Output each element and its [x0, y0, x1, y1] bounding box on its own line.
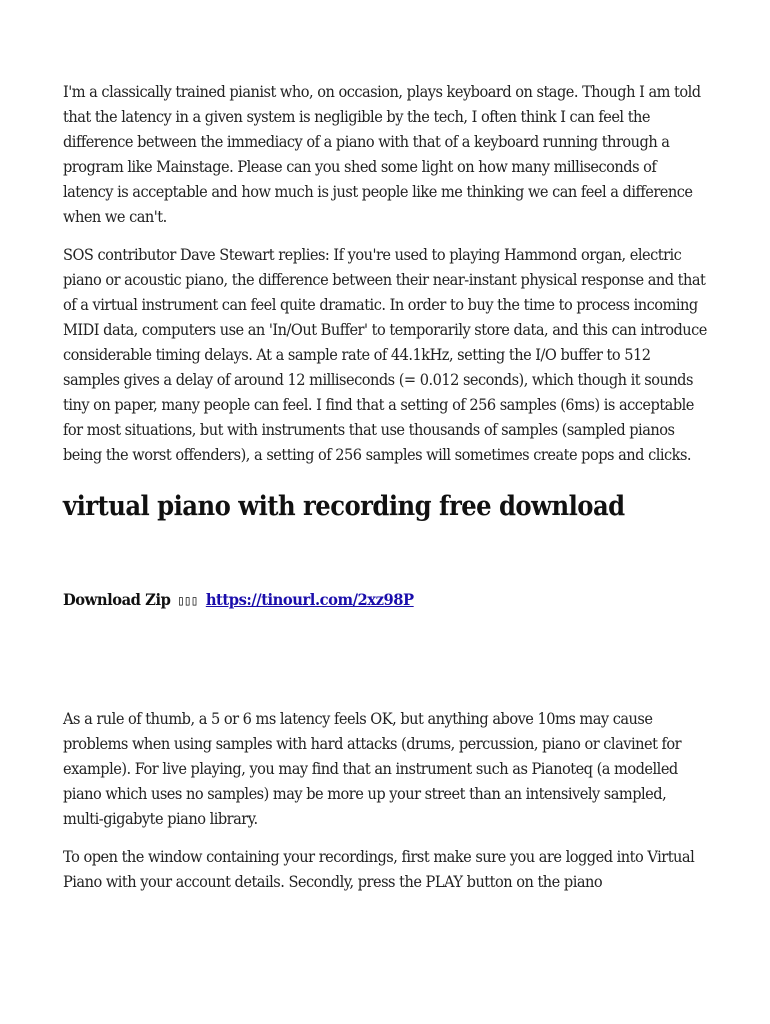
spacer: [63, 613, 708, 707]
page-title: virtual piano with recording free download: [63, 491, 625, 522]
rule-of-thumb-paragraph: As a rule of thumb, a 5 or 6 ms latency feels OK, but anything above 10ms may cause problems when using samples with hard attacks (drums, percussion, piano or clavinet for example). For live playing, you may find that an instrument such as Pianoteq (a modelled piano which uses no samples) may be more up your street than an intensively sampled, multi-gigabyte piano library.: [63, 710, 682, 828]
arrow-glyphs-icon: ▯▯▯: [176, 593, 198, 609]
question-paragraph: I'm a classically trained pianist who, on occasion, plays keyboard on stage. Though I am told that the latency in a given system is negligible by the tech, I often think I can feel the difference between the immediacy of a piano with that of a keyboard running through a program like Mainstage. Please can you shed some light on how many milliseconds of latency is acceptable and how much is just people like me thinking we can feel a difference when we can't.: [63, 83, 701, 226]
article-body: [63, 80, 708, 908]
reply-paragraph: SOS contributor Dave Stewart replies: If you're used to playing Hammond organ, electric piano or acoustic piano, the difference between their near-instant physical response and that of a virtual instrument can feel quite dramatic. In order to buy the time to process incoming MIDI data, computers use an 'In/Out Buffer' to temporarily store data, and this can introduce considerable timing delays. At a sample rate of 44.1kHz, setting the I/O buffer to 512 samples gives a delay of around 12 milliseconds (= 0.012 seconds), which though it sounds tiny on paper, many people can feel. I find that a setting of 256 samples (6ms) is acceptable for most situations, but with instruments that use thousands of samples (sampled pianos being the worst offenders), a setting of 256 samples will sometimes create pops and clicks.: [63, 246, 707, 464]
download-label: Download Zip: [63, 590, 171, 609]
recordings-paragraph: To open the window containing your recordings, first make sure you are logged into Virtual Piano with your account details. Secondly, press the PLAY button on the piano: [63, 848, 695, 891]
download-line: [63, 588, 707, 613]
download-link[interactable]: https://tinourl.com/2xz98P: [205, 590, 414, 609]
